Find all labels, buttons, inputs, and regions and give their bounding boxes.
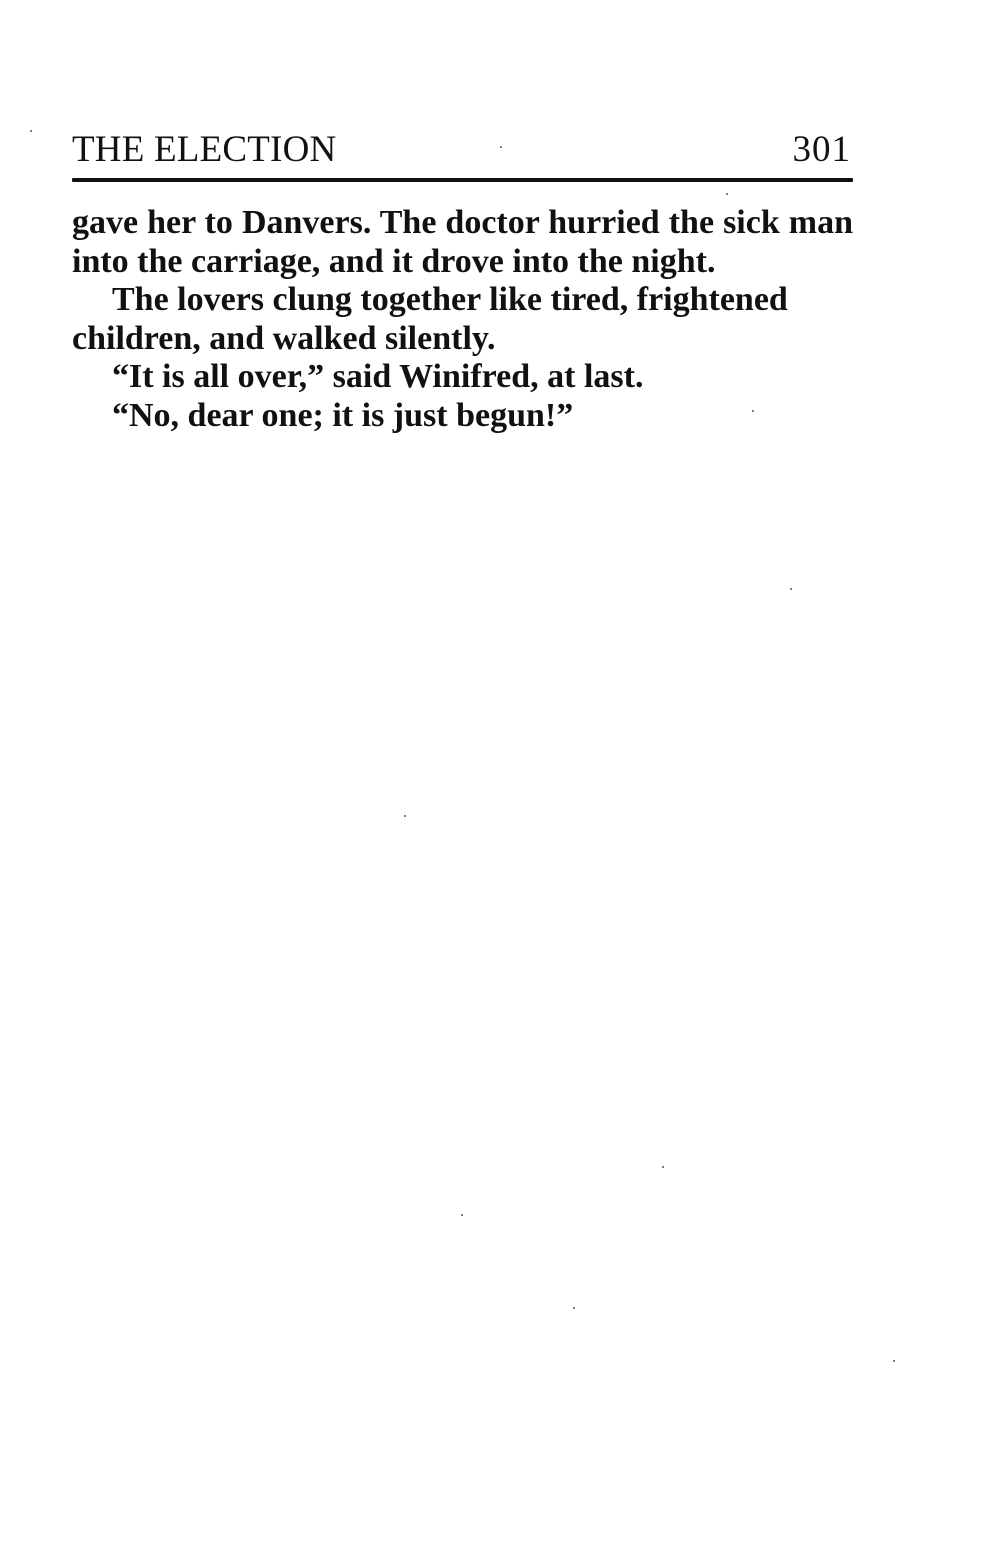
body-text: [72, 204, 853, 435]
scan-speck: [30, 130, 32, 132]
paragraph: The lovers clung together like tired, frightened children, and walked silently.: [72, 281, 788, 357]
page-number: 301: [792, 129, 851, 170]
scan-speck: [726, 193, 728, 195]
paragraph: gave her to Danvers. The doctor hurried the sick man into the carriage, and it drove into the night.: [72, 204, 853, 280]
header-rule: [72, 178, 853, 182]
running-title: THE ELECTION: [72, 129, 337, 170]
scan-speck: [573, 1307, 575, 1309]
scan-speck: [893, 1360, 895, 1362]
scan-speck: [461, 1214, 463, 1216]
scan-speck: [662, 1166, 664, 1168]
paragraph: “It is all over,” said Winifred, at last.: [112, 358, 644, 395]
scan-speck: [404, 815, 406, 817]
book-page: [72, 128, 853, 435]
running-head: [72, 128, 853, 170]
scan-speck: [752, 410, 754, 412]
scan-speck: [790, 588, 792, 590]
scan-speck: [500, 146, 502, 148]
paragraph: “No, dear one; it is just begun!”: [112, 396, 574, 434]
